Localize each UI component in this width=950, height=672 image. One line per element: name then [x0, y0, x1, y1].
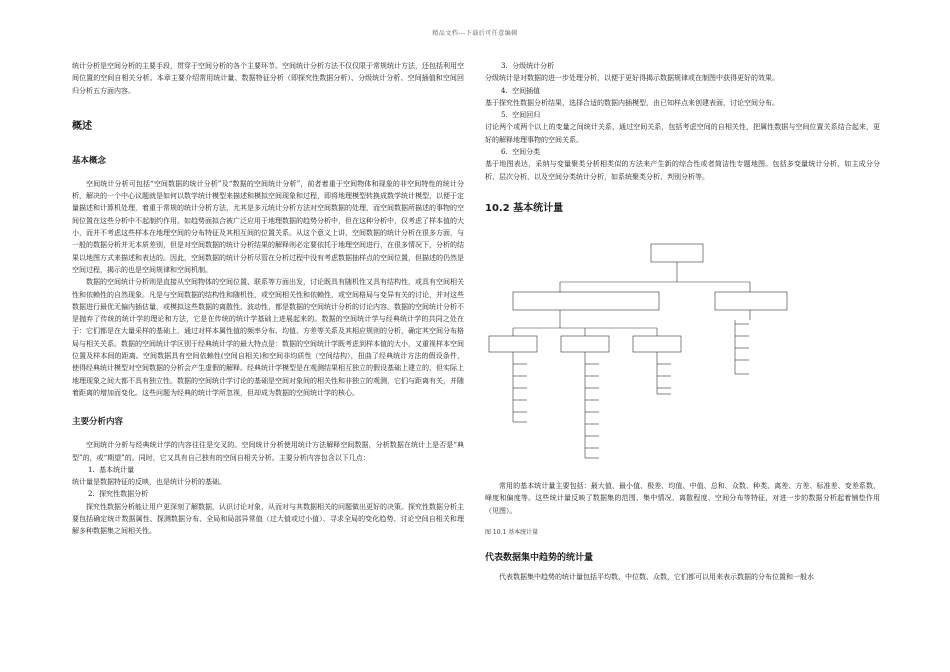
list-item-heading	[485, 146, 880, 158]
intro-paragraph: 统计分析是空间分析的主要手段，贯穿于空间分析的各个主要环节。空间统计分析方法不仅仅限于常规统计方法，还包括利用空间位置的空间自相关分析。本章主要介绍常用统计量、数据特征分析（即探究性数据分析）、分级统计分析、空间插值和空间回归分析五方面内容。	[72, 62, 464, 95]
list-item-number: 6.	[501, 148, 508, 157]
list-item-body: 基于探究性数据分析结果，选择合适的数据内插模型，由已知样点来创建表面，讨论空间分布。	[485, 98, 779, 107]
page-header-note: 精品文档---下载后可任意编辑	[432, 30, 518, 37]
list-item-number: 3.	[501, 62, 508, 70]
list-item-title: 探究性数据分析	[99, 490, 149, 499]
list-item	[485, 146, 880, 183]
list-item-body: 分级统计是对数据的进一步处理分析，以便于更好得揭示数据规律或在制图中获得更好的效果。	[485, 74, 779, 83]
list-item-heading	[485, 85, 880, 97]
heading-central-tendency: 代表数据集中趋势的统计量	[485, 552, 594, 563]
list-item	[485, 109, 880, 146]
main-paragraph-1: 空间统计分析与经典统计学的内容往往是交叉的。空间统计分析使用统计方法解释空间数据，分析数据在统计上是否是“典型”的，或“期望”的。同时，它又具有自己独有的空间自相关分析。主要分析内容包含以下几点：	[72, 441, 464, 462]
list-item-title: 分级统计分析	[512, 62, 555, 70]
list-item-title: 空间回归	[512, 111, 541, 120]
list-item-heading	[485, 109, 880, 121]
tree-leaf-ticks	[513, 320, 749, 458]
figure-caption: 图 10.1 基本统计量	[485, 528, 539, 536]
left-column	[72, 60, 464, 538]
heading-main-content: 主要分析内容	[72, 417, 124, 428]
heading-basic-concepts: 基本概念	[72, 155, 107, 166]
list-item-body: 探究性数据分析能让用户更深刻了解数据，认识讨论对象，从而对与其数据相关的问题做出更好的决策。探究性数据分析主要包括确定统计数据属性、探测数据分布、全局和局部异常值（过大值或过小值）、寻求全局的变化趋势、讨论空间自相关和理解多种数据集之间相关性。	[72, 502, 464, 536]
list-item-number: 1.	[88, 465, 95, 474]
list-item-body: 基于地图表达，采纳与变量聚类分析相类似的方法来产生新的综合性或者简洁性专题地图。包括多变量统计分析，如主成分分析、层次分析，以及空间分类统计分析，如系统聚类分析、判别分析等。	[485, 160, 880, 181]
list-item-body: 统计量是数据特征的反映，也是统计分析的基础。	[72, 478, 226, 487]
basic-paragraph-2: 数据的空间统计分析则是直接从空间物体的空间位置、联系等方面出发，讨论既具有随机性又具有结构性，或具有空间相关性和依赖性的自然现象。凡是与空间数据的结构性和随机性，或空间相关性和依赖性，或空间格局与变异有关的讨论，并对这些数据进行最优无偏内插估量，或模拟这些数据的离散性、波动性，都是数据的空间统计分析的讨论内容。数据的空间统计分析不是抛弃了传统的统计学的理论和方法，它是在传统的统计学基础上进展起来的。数据的空间统计学与经典统计学的共同之处在于：它们都是在大量采样的基础上，通过对样本属性值的频率分布、均值、方差等关系及其相应规则的分析，确定其空间分布格局与相关关系。数据的空间统计学区别于经典统计学的最大特点是：数据的空间统计学既考虑到样本值的大小，又重视样本空间位置及样本间的距离。空间数据具有空间依赖性(空间自相关)和空间非均质性（空间结构），扭曲了经典统计方法的假设条件，使得经典统计模型对空间数据的分析会产生虚假的解释。经典统计学模型是在观测结果相互独立的假设基础上建立的，但实际上地理现象之间大都不具有独立性。数据的空间统计学讨论的基础是空间对象间的相关性和非独立的观测，它们与距离有关，并随着距离的增加而变化。这些问题为经典的统计学所忽视，但却成为数据的空间统计学的核心。	[72, 278, 464, 397]
list-item-heading	[72, 488, 464, 500]
list-item-title: 基本统计量	[99, 465, 135, 474]
list-item-number: 2.	[88, 490, 95, 499]
list-item-body: 讨论两个或两个以上的变量之间统计关系，通过空间关系，包括考虑空间的自相关性，把属性数据与空间位置关系结合起来，更好的解释地理事物的空间关系。	[485, 123, 880, 144]
right-column	[485, 60, 880, 583]
section-title-overview: 概述	[72, 120, 92, 132]
central-tendency-paragraph: 代表数据集中趋势的统计量包括平均数、中位数、众数，它们都可以用来表示数据的分布位置和一般水	[499, 572, 814, 581]
list-item-title: 空间分类	[512, 148, 541, 157]
statistics-tree-diagram	[485, 224, 880, 474]
list-item-number: 5.	[501, 111, 508, 120]
list-item-heading	[485, 60, 880, 72]
figure-description: 常用的基本统计量主要包括：最大值、最小值、极差、均值、中值、总和、众数、种类、离差、方差、标准差、变差系数、峰度和偏度等。这些统计量反映了数据集的范围、集中情况、离散程度、空间分布等特征，对进一步的数据分析起着铺垫作用（见图）。	[485, 481, 880, 515]
list-item-number: 4.	[501, 86, 508, 95]
list-item	[485, 60, 880, 85]
section-title-basic-statistics: 10.2 基本统计量	[485, 202, 564, 214]
list-item	[485, 85, 880, 110]
list-item-title: 空间插值	[512, 86, 541, 95]
list-item	[72, 488, 464, 537]
list-item	[72, 464, 464, 489]
basic-paragraph-1: 空间统计分析可包括“空间数据的统计分析”及“数据的空间统计分析”，前者着重于空间物体和现象的非空间特性的统计分析，解决的一个中心议题就是如何以数学统计模型来描述和模拟空间现象和过程，即将地理模型转换成数学统计模型，以便于定量描述和计算机处理，着重于常规的统计分析方法，尤其是多元统计分析方法对空间数据的处理，而空间数据所描述的事物的空间位置在这些分析中不起制约作用。如趋势面拟合被广泛应用于地理数据的趋势分析中，但在这种分析中，仅考虑了样本值的大小，而并不考虑这些样本在地理空间的分布特征及其相互间的位置关系。从这个意义上讲，空间数据的统计分析在很多方面，与一般的数据分析并无本质差别，但是对空间数据的统计分析结果的解释则必定要依托于地理空间进行，在很多情况下，分析的结果以地图方式来描述和表达的。因此，空间数据的统计分析尽管在分析过程中没有考虑数据抽样点的空间位置，但描述的仍然是空间过程，揭示的也是空间规律和空间机制。	[72, 179, 464, 274]
list-item-heading	[72, 464, 464, 476]
